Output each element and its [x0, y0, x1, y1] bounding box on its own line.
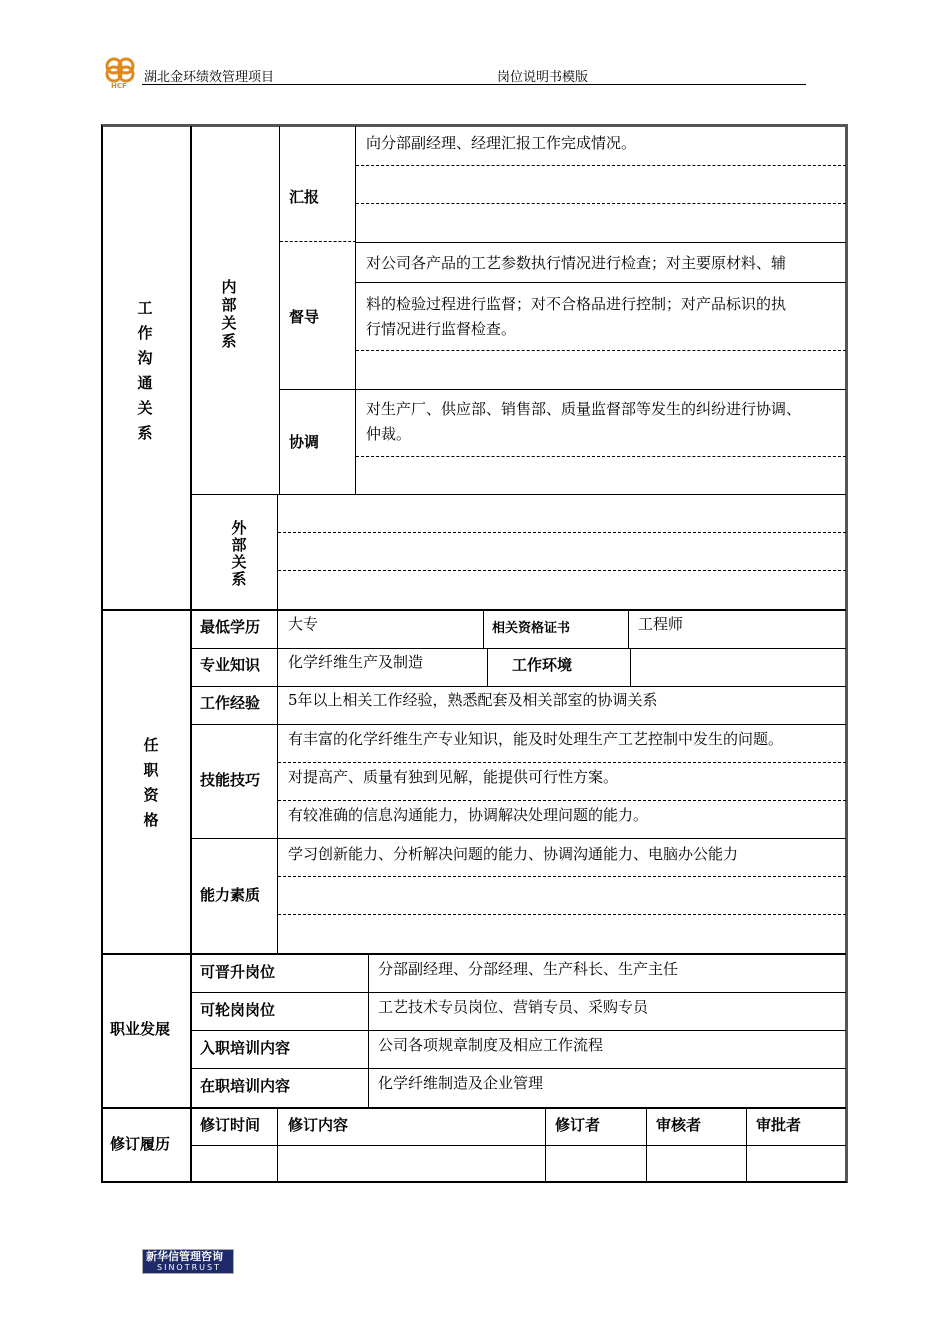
skill-item-2: 对提高产、质量有独到见解，能提供可行性方案。 — [288, 768, 619, 786]
skills-line-1 — [278, 762, 846, 763]
report-line-1 — [356, 165, 846, 166]
career-row-3 — [191, 1068, 846, 1069]
rev-row-1 — [191, 1145, 846, 1146]
coordinate-label: 协调 — [289, 433, 320, 451]
career-value-1: 分部副经理、分部经理、生产科长、生产主任 — [378, 960, 679, 978]
rev-header-reviser: 修订者 — [555, 1116, 601, 1134]
ability-line-1 — [278, 876, 846, 877]
supervise-line-1 — [356, 282, 846, 283]
career-value-4: 化学纤维制造及企业管理 — [378, 1074, 544, 1092]
qual-row-2 — [191, 686, 846, 687]
career-bottom — [103, 1107, 846, 1109]
external-relations-label: 外部关系 — [231, 519, 247, 588]
logo-text: HCF — [111, 82, 127, 90]
section-communication: 工作沟通关系 — [137, 299, 153, 442]
header-rule — [142, 84, 806, 85]
supervise-text-2: 料的检验过程进行监督；对不合格品进行控制；对产品标识的执 — [366, 295, 787, 313]
col-line-1 — [190, 126, 192, 1182]
supervise-text-3: 行情况进行监督检查。 — [366, 320, 517, 338]
qual-row-3 — [191, 724, 846, 725]
skill-item-1: 有丰富的化学纤维生产专业知识，能及时处理生产工艺控制中发生的问题。 — [288, 730, 784, 748]
qual-row-1 — [191, 648, 846, 649]
footer-brand-en: SINOTRUST — [157, 1263, 221, 1272]
certificate-value: 工程师 — [638, 615, 684, 633]
knowledge-label: 专业知识 — [200, 656, 261, 674]
career-value-2: 工艺技术专员岗位、营销专员、采购专员 — [378, 998, 649, 1016]
footer-brand-logo — [142, 1249, 234, 1274]
col-line-3 — [355, 126, 356, 494]
certificate-label: 相关资格证书 — [492, 621, 571, 636]
internal-relations-label: 内部关系 — [221, 278, 237, 350]
career-label-2: 可轮岗岗位 — [200, 1001, 276, 1019]
communication-bottom — [103, 609, 846, 611]
career-label-3: 入职培训内容 — [200, 1039, 291, 1057]
ability-line-2 — [278, 914, 846, 915]
company-logo — [101, 54, 139, 90]
supervise-text-1: 对公司各产品的工艺参数执行情况进行检查；对主要原材料、辅 — [366, 254, 787, 272]
supervise-label: 督导 — [289, 308, 320, 326]
environment-label: 工作环境 — [512, 656, 573, 674]
career-value-3: 公司各项规章制度及相应工作流程 — [378, 1036, 604, 1054]
experience-value: 5年以上相关工作经验，熟悉配套及相关部室的协调关系 — [288, 691, 658, 709]
header-doc-title: 岗位说明书模版 — [497, 70, 589, 85]
edu-col-split — [483, 610, 484, 648]
experience-label: 工作经验 — [200, 694, 261, 712]
external-line-1 — [278, 532, 846, 533]
career-label-1: 可晋升岗位 — [200, 963, 276, 981]
skill-item-3: 有较准确的信息沟通能力，协调解决处理问题的能力。 — [288, 806, 649, 824]
education-label: 最低学历 — [200, 618, 261, 636]
report-label: 汇报 — [289, 188, 320, 206]
section-career: 职业发展 — [110, 1020, 171, 1038]
report-line-2 — [356, 203, 846, 204]
supervise-line-2 — [356, 350, 846, 351]
report-bottom — [356, 242, 846, 243]
rev-header-content: 修订内容 — [288, 1116, 349, 1134]
skills-line-2 — [278, 800, 846, 801]
rev-header-time: 修订时间 — [200, 1116, 261, 1134]
know-col-split — [487, 648, 488, 686]
report-text: 向分部副经理、经理汇报工作完成情况。 — [366, 134, 637, 152]
education-value: 大专 — [288, 615, 319, 633]
qual-row-4 — [191, 838, 846, 839]
report-divider — [280, 241, 356, 242]
section-revision: 修订履历 — [110, 1135, 171, 1153]
internal-bottom — [191, 494, 846, 495]
col-line-2 — [279, 126, 280, 494]
skills-label: 技能技巧 — [200, 771, 261, 789]
external-line-2 — [278, 570, 846, 571]
footer-brand-cn: 新华信管理咨询 — [146, 1250, 223, 1263]
qualification-bottom — [103, 953, 846, 955]
rev-header-reviewer: 审核者 — [656, 1116, 702, 1134]
col-line-ext — [277, 494, 278, 610]
section-qualification: 任职资格 — [143, 736, 159, 829]
knowledge-value: 化学纤维生产及制造 — [288, 653, 424, 671]
coordinate-text-1: 对生产厂、供应部、销售部、质量监督部等发生的纠纷进行协调、 — [366, 400, 802, 418]
career-row-1 — [191, 992, 846, 993]
header-project: 湖北金环绩效管理项目 — [144, 70, 275, 85]
coordinate-text-2: 仲裁。 — [366, 425, 412, 443]
career-label-4: 在职培训内容 — [200, 1077, 291, 1095]
supervise-bottom — [280, 389, 846, 390]
rev-header-approver: 审批者 — [756, 1116, 802, 1134]
cert-col-split — [628, 610, 629, 648]
env-col-split — [630, 648, 631, 686]
qual-col-line — [277, 610, 278, 953]
ability-value: 学习创新能力、分析解决问题的能力、协调沟通能力、电脑办公能力 — [288, 845, 739, 863]
career-row-2 — [191, 1030, 846, 1031]
ability-label: 能力素质 — [200, 886, 261, 904]
coordinate-line-1 — [356, 456, 846, 457]
